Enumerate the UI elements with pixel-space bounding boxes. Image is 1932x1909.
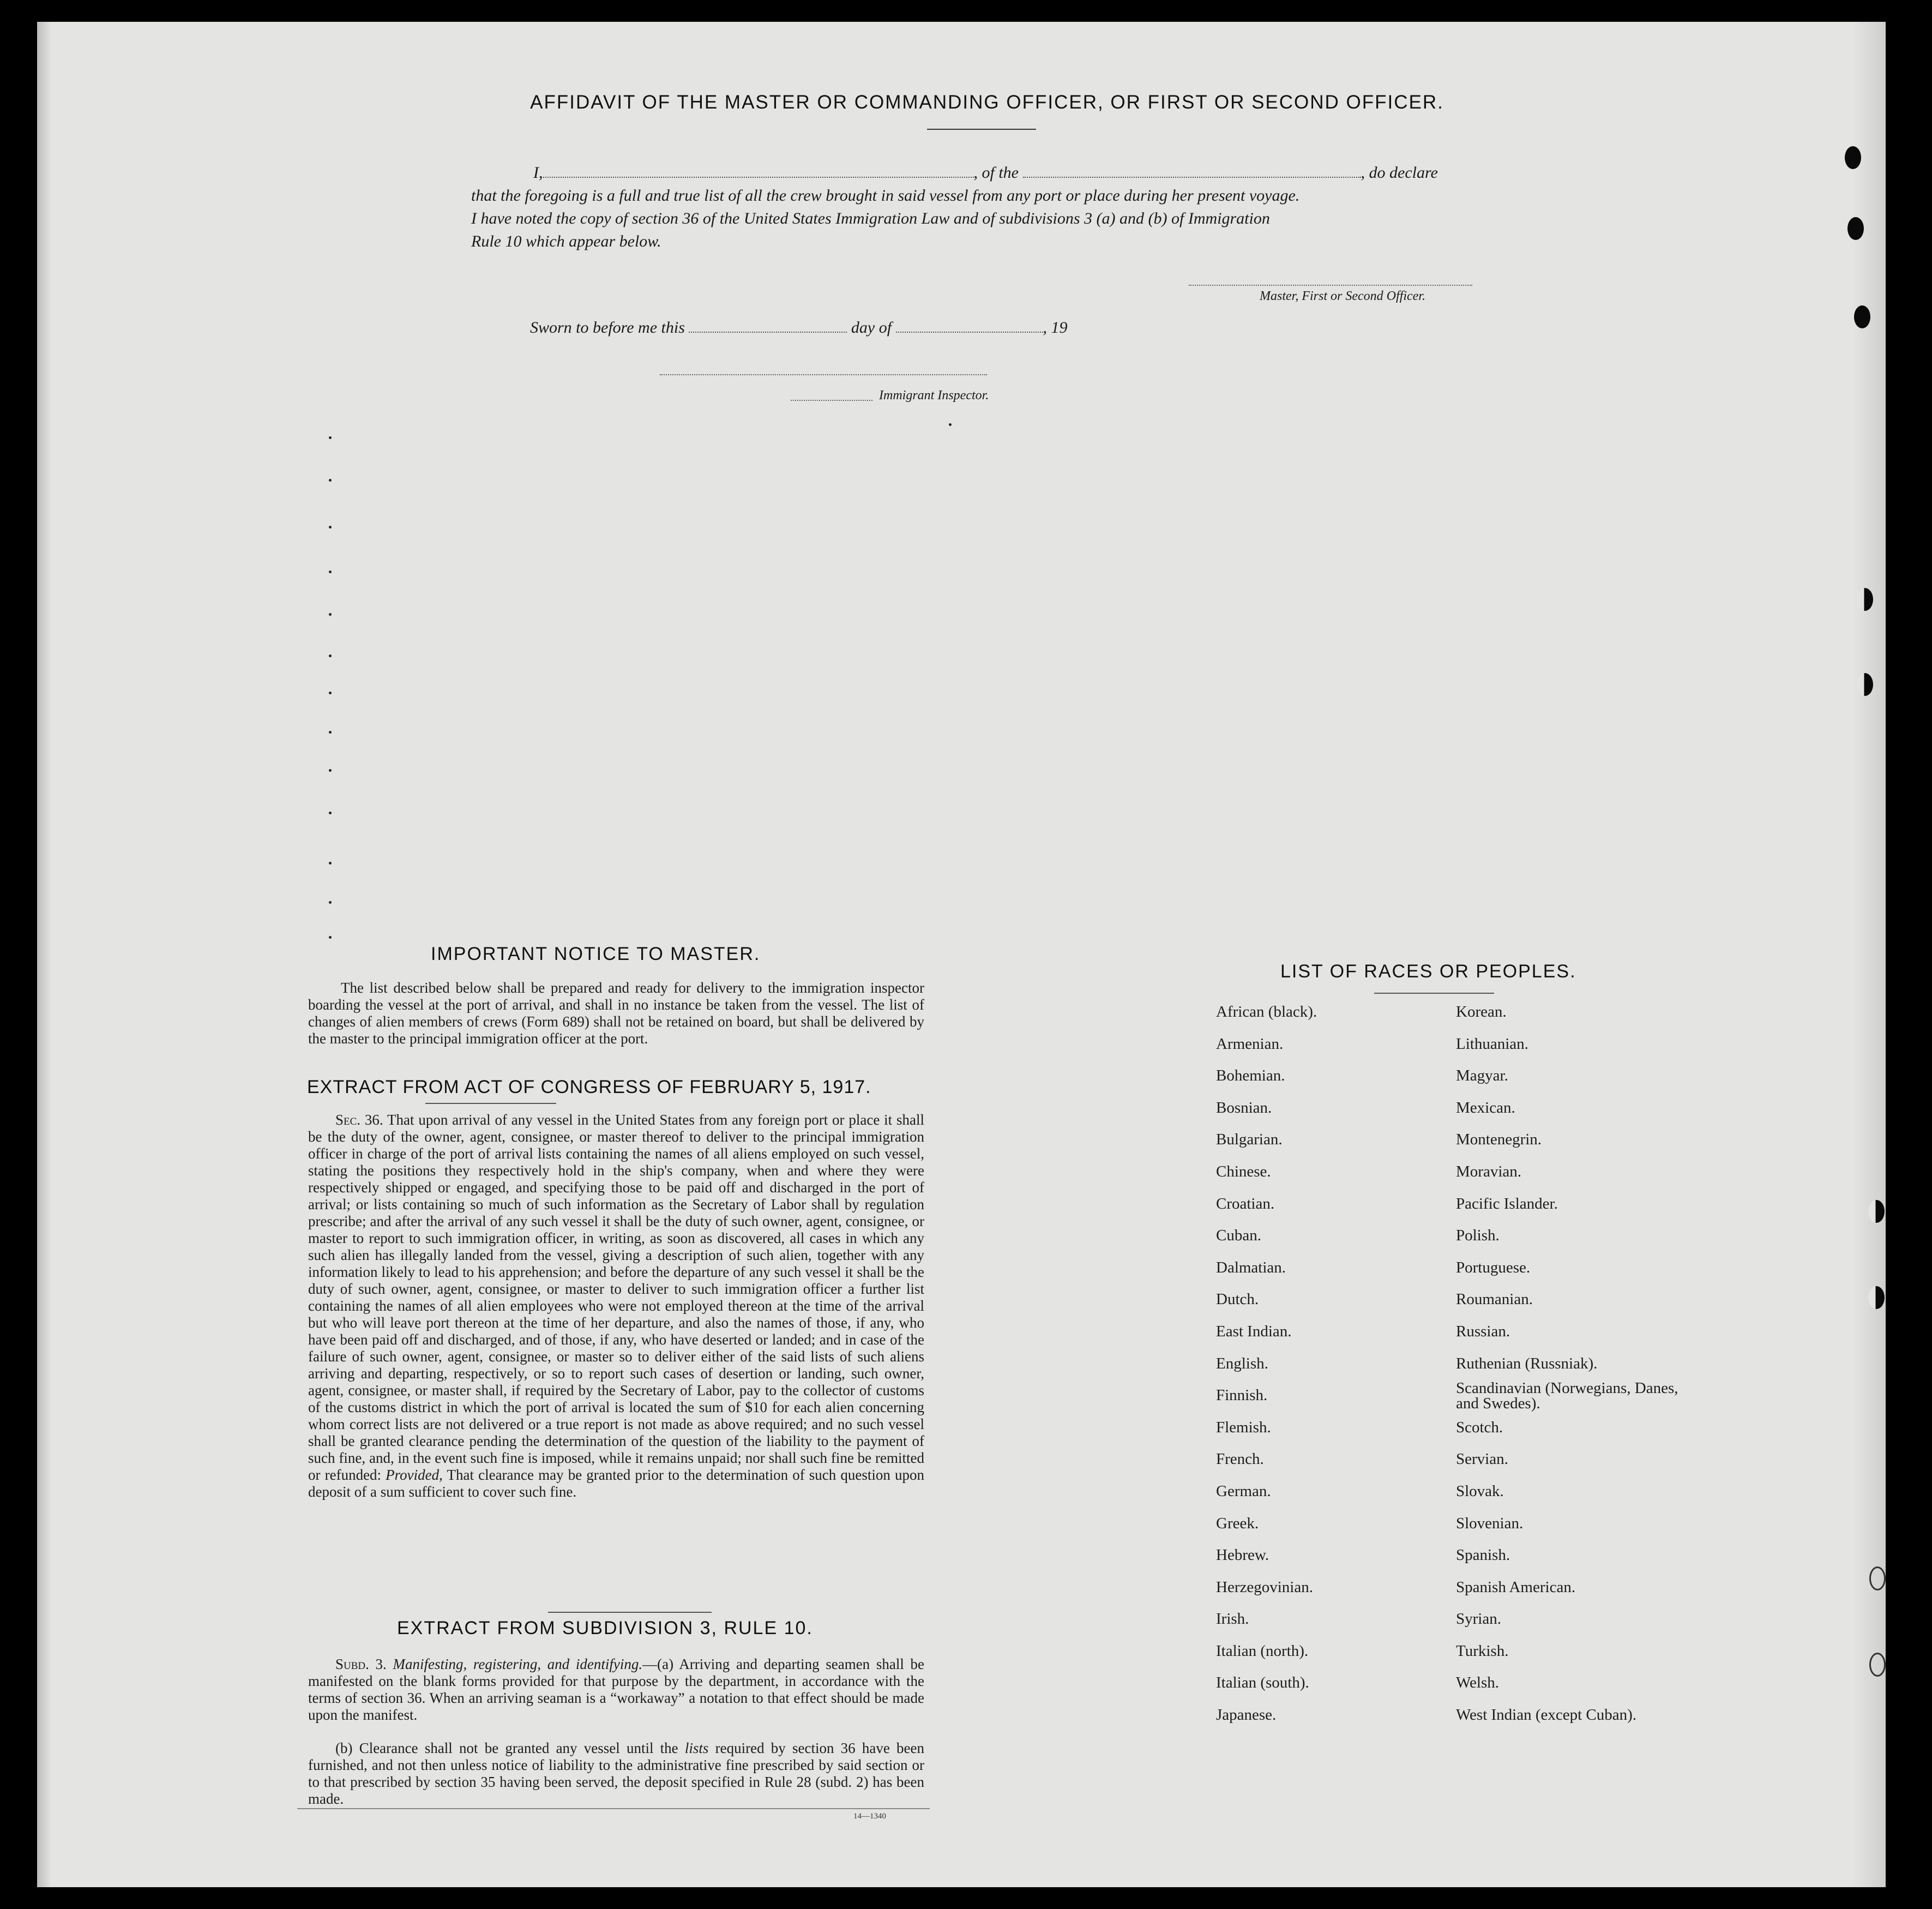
act-title: EXTRACT FROM ACT OF CONGRESS OF FEBRUARY 5, 1917. xyxy=(307,1077,871,1097)
inspector-signature-label: Immigrant Inspector. xyxy=(879,388,989,403)
margin-tick xyxy=(329,812,332,814)
b-label: (b) Clearance shall not be granted any vessel until the xyxy=(335,1740,678,1756)
margin-tick xyxy=(329,862,332,865)
race-item: Mexican. xyxy=(1456,1098,1515,1116)
margin-tick xyxy=(329,436,332,439)
race-item: Slovenian. xyxy=(1456,1514,1524,1532)
race-item: Roumanian. xyxy=(1456,1290,1533,1308)
races-right-column xyxy=(1456,1004,1685,1739)
day-of-label: day of xyxy=(851,319,892,337)
master-signature-line[interactable] xyxy=(1189,285,1472,286)
race-item: Armenian. xyxy=(1216,1035,1284,1053)
races-title-rule xyxy=(1374,993,1494,994)
race-item: Montenegrin. xyxy=(1456,1131,1542,1149)
affidavit-title-rule xyxy=(927,129,1036,130)
affidavit-title: AFFIDAVIT OF THE MASTER OR COMMANDING OFFICER, OR FIRST OR SECOND OFFICER. xyxy=(530,92,1444,113)
form-number: 14—1340 xyxy=(853,1812,886,1821)
subd-text-b: required by section 36 have been furnished, and not then unless notice of liability to the administrative fine prescribed by said section or to that prescribed by section 35 having been served, the deposit specified in Rule 28 (subd. 2) has been made. xyxy=(308,1740,925,1807)
race-item: Syrian. xyxy=(1456,1610,1501,1628)
page-edge-shadow xyxy=(37,22,51,1887)
race-item: Dalmatian. xyxy=(1216,1258,1286,1276)
affidavit-line-2: that the foregoing is a full and true list of all the crew brought in said vessel from any port or place during her present voyage. xyxy=(471,187,1300,205)
vessel-blank[interactable] xyxy=(1023,165,1361,178)
bottom-rule xyxy=(297,1808,930,1809)
race-item: German. xyxy=(1216,1482,1271,1500)
margin-tick xyxy=(329,936,332,939)
inspector-extra-line xyxy=(660,374,987,375)
sworn-month-blank[interactable] xyxy=(896,320,1043,333)
margin-tick xyxy=(329,692,332,694)
rule-title: EXTRACT FROM SUBDIVISION 3, RULE 10. xyxy=(397,1618,813,1638)
margin-tick xyxy=(329,731,332,734)
margin-tick xyxy=(329,613,332,616)
inspector-signature-line[interactable] xyxy=(791,400,872,401)
punch-hole xyxy=(1854,305,1870,328)
race-item: Magyar. xyxy=(1456,1067,1508,1085)
margin-tick xyxy=(329,571,332,573)
race-item: Bulgarian. xyxy=(1216,1131,1283,1149)
name-blank[interactable] xyxy=(543,165,974,178)
affidavit-line-1 xyxy=(533,164,1438,182)
punch-hole xyxy=(1845,146,1861,169)
rule-text-a xyxy=(308,1656,924,1724)
sec-label: Sec. 36. xyxy=(335,1112,383,1128)
margin-tick xyxy=(329,655,332,657)
race-item: Moravian. xyxy=(1456,1162,1521,1180)
margin-tick xyxy=(329,901,332,904)
year-label: , 19 xyxy=(1043,319,1068,337)
margin-tick xyxy=(329,526,332,529)
race-item: Bosnian. xyxy=(1216,1098,1272,1116)
of-the-label: , of the xyxy=(973,164,1019,182)
race-item: Russian. xyxy=(1456,1322,1510,1340)
race-item: Turkish. xyxy=(1456,1642,1509,1660)
mark-dot xyxy=(949,423,952,426)
race-item: Herzegovinian. xyxy=(1216,1578,1313,1596)
race-item: Croatian. xyxy=(1216,1194,1275,1212)
i-label: I, xyxy=(533,164,543,182)
lists-word: lists xyxy=(684,1740,709,1756)
punch-hole xyxy=(1857,673,1873,696)
page-edge-shadow-right xyxy=(1853,22,1886,1887)
race-item: English. xyxy=(1216,1354,1268,1372)
race-item: Scandinavian (Norwegians, Danes, and Swedes). xyxy=(1456,1379,1678,1413)
race-item: Chinese. xyxy=(1216,1162,1271,1180)
punch-hole xyxy=(1869,1653,1886,1677)
race-item: Cuban. xyxy=(1216,1227,1261,1245)
punch-hole xyxy=(1869,1566,1886,1590)
race-item: Polish. xyxy=(1456,1227,1500,1245)
sec-text: That upon arrival of any vessel in the United States from any foreign port or place it shall be the duty of the owner, agent, consignee, or master thereof to deliver to the principal immigration officer in charge of the port of arrival lists containing the names of all aliens employed on such vessel, stating the positions they respectively hold in the ship's company, when and where they were respectively shipped or engaged, and specifying those to be paid off and discharged in the port of arrival; or lists containing so much of such information as the Secretary of Labor shall by regulation prescribe; and after the arrival of any such vessel it shall be the duty of such owner, agent, consignee, or master to report to such immigration officer, in writing, as soon as discovered, all cases in which any such alien has illegally landed from the vessel, giving a description of such alien, together with any information likely to lead to his apprehension; and before the departure of any such vessel it shall be the duty of such owner, agent, consignee, or master to deliver to such immigration officer a further list containing the names of all alien employees who were not employed thereon at the time of the arrival but who will leave port thereon at the time of her departure, and also the names of those, if any, who have been paid off and discharged, and of those, if any, who have deserted or landed; and in case of the failure of such owner, agent, consignee, or master so to deliver either of the said lists of such aliens arriving and departing, respectively, or so to report such cases of desertion or landing, such owner, agent, consignee, or master shall, if required by the Secretary of Labor, pay to the collector of customs of the customs district in which the port of arrival is located the sum of $10 for each alien concerning whom correct lists are not delivered or a true report is not made as above required; and no such vessel shall be granted clearance pending the determination of the question of the liability to the payment of such fine, and, in the event such fine is imposed, while it remains unpaid; nor shall such fine be remitted or refunded: xyxy=(308,1112,924,1483)
subd-text-a: —(a) Arriving and departing seamen shall be manifested on the blank forms provided for that purpose by the department, in accordance with the terms of section 36. When an arriving seaman is a “workaway” a notation to that effect should be made upon the manifest. xyxy=(308,1656,924,1723)
race-item: Ruthenian (Russniak). xyxy=(1456,1354,1598,1372)
race-item: Korean. xyxy=(1456,1003,1507,1020)
sec-text-end: That clearance may be granted prior to the determination of such question upon deposit of a sum sufficient to cover such fine. xyxy=(308,1467,925,1500)
punch-hole xyxy=(1847,217,1864,240)
rule-text-b xyxy=(308,1740,924,1808)
subd-title: Manifesting, registering, and identifying. xyxy=(393,1656,643,1672)
race-item: Japanese. xyxy=(1216,1706,1277,1724)
races-left-column xyxy=(1216,1004,1445,1739)
affidavit-line-3: I have noted the copy of section 36 of the United States Immigration Law and of subdivisions 3 (a) and (b) of Immigration xyxy=(471,209,1270,227)
race-item: Greek. xyxy=(1216,1514,1259,1532)
act-text xyxy=(308,1112,924,1500)
provided-word: Provided, xyxy=(386,1467,443,1483)
punch-hole xyxy=(1868,1200,1885,1223)
race-item: Bohemian. xyxy=(1216,1067,1285,1085)
race-item: Welsh. xyxy=(1456,1674,1500,1692)
rule-title-rule xyxy=(548,1612,712,1613)
race-item: Pacific Islander. xyxy=(1456,1194,1558,1212)
sworn-label: Sworn to before me this xyxy=(530,319,685,337)
sworn-line xyxy=(530,319,1068,337)
notice-text: The list described below shall be prepared and ready for delivery to the immigration inspector boarding the vessel at the port of arrival, and shall in no instance be taken from the vessel. The list of changes of alien members of crews (Form 689) shall not be retained on board, but shall be delivered by the master to the principal immigration officer at the port. xyxy=(308,980,924,1047)
race-item: Spanish American. xyxy=(1456,1578,1576,1596)
races-title: LIST OF RACES OR PEOPLES. xyxy=(1280,961,1576,982)
race-item: Irish. xyxy=(1216,1610,1249,1628)
race-item: Scotch. xyxy=(1456,1418,1503,1436)
punch-hole xyxy=(1857,588,1873,611)
race-item: East Indian. xyxy=(1216,1322,1292,1340)
notice-title: IMPORTANT NOTICE TO MASTER. xyxy=(431,944,761,964)
race-item: Spanish. xyxy=(1456,1546,1510,1564)
race-item: Italian (north). xyxy=(1216,1642,1309,1660)
margin-tick xyxy=(329,479,332,482)
act-title-rule xyxy=(425,1103,556,1104)
race-item: African (black). xyxy=(1216,1003,1317,1020)
race-item: Italian (south). xyxy=(1216,1674,1309,1692)
race-item: Portuguese. xyxy=(1456,1258,1531,1276)
subd-label: Subd. 3. xyxy=(335,1656,387,1672)
master-signature-label: Master, First or Second Officer. xyxy=(1260,289,1425,303)
do-declare-label: , do declare xyxy=(1361,164,1438,182)
margin-tick xyxy=(329,769,332,772)
race-item: Dutch. xyxy=(1216,1290,1259,1308)
punch-hole xyxy=(1868,1286,1885,1309)
race-item: Lithuanian. xyxy=(1456,1035,1528,1053)
race-item: French. xyxy=(1216,1450,1264,1468)
race-item: West Indian (except Cuban). xyxy=(1456,1706,1637,1724)
affidavit-line-4: Rule 10 which appear below. xyxy=(471,232,661,250)
race-item: Finnish. xyxy=(1216,1386,1268,1404)
sworn-day-blank[interactable] xyxy=(689,320,847,333)
race-item: Hebrew. xyxy=(1216,1546,1269,1564)
race-item: Flemish. xyxy=(1216,1418,1271,1436)
race-item: Slovak. xyxy=(1456,1482,1504,1500)
race-item: Servian. xyxy=(1456,1450,1508,1468)
